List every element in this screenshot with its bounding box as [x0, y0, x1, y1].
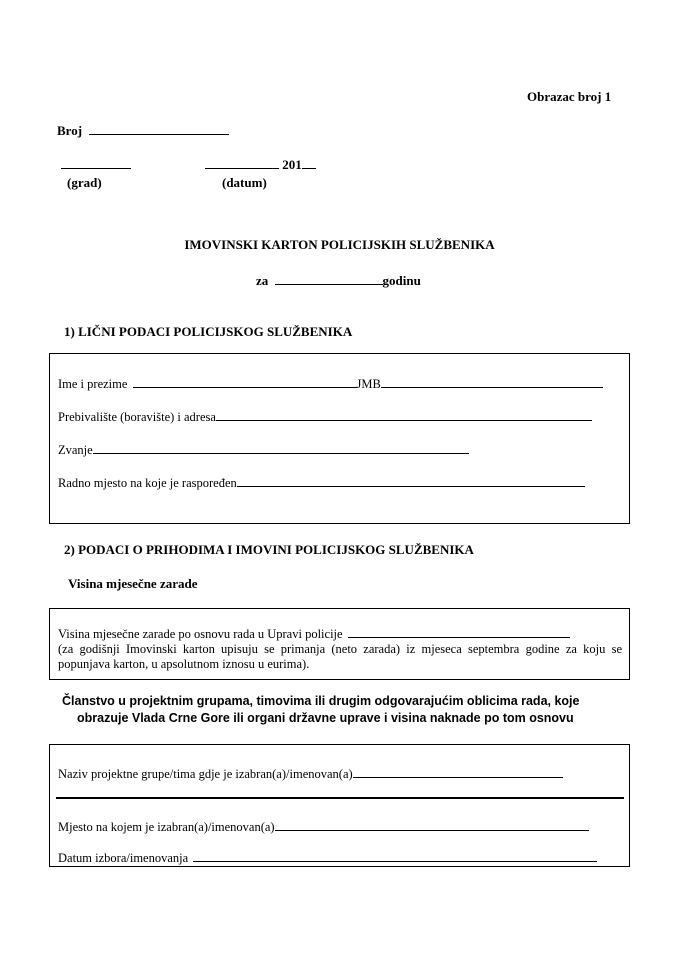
prebivaliste-row [58, 408, 592, 425]
zvanje-label: Zvanje [58, 443, 93, 457]
naziv-row [58, 765, 563, 782]
datum-field[interactable] [205, 156, 279, 169]
za-label: za [256, 273, 269, 288]
section2-subheading: Visina mjesečne zarade [68, 576, 198, 591]
jmb-field[interactable] [381, 375, 603, 388]
radno-mjesto-field[interactable] [237, 474, 585, 487]
personal-data-box [49, 353, 630, 524]
zarada-field[interactable] [348, 625, 570, 638]
income-box [49, 608, 630, 680]
prebivaliste-label: Prebivalište (boravište) i adresa [58, 410, 216, 424]
godinu-label: godinu [382, 273, 421, 288]
broj-field[interactable] [89, 122, 229, 135]
zvanje-field[interactable] [93, 441, 469, 454]
membership-box [49, 744, 630, 867]
section1-heading: 1) LIČNI PODACI POLICIJSKOG SLUŽBENIKA [64, 324, 353, 339]
ime-field[interactable] [133, 375, 357, 388]
radno-mjesto-row [58, 474, 585, 491]
year-prefix: 201 [282, 157, 302, 172]
zarada-note: (za godišnji Imovinski karton upisuju se primanja (neto zarada) iz mjeseca septembra godine za koju se popunjava karton, u apsolutnom iznosu u eurima). [58, 642, 622, 671]
grad-label: (grad) [67, 175, 102, 190]
clanstvo-heading-2: obrazuje Vlada Crne Gore ili organi državne uprave i visina naknade po tom osnovu [77, 711, 574, 725]
mjesto-row [58, 818, 589, 835]
ime-row [58, 375, 603, 392]
datum-izbora-row [58, 849, 597, 866]
naziv-field[interactable] [353, 765, 563, 778]
grad-field[interactable] [61, 168, 131, 169]
broj-row [57, 122, 229, 139]
naziv-label: Naziv projektne grupe/tima gdje je izabran(a)/imenovan(a) [58, 767, 353, 781]
zarada-row [58, 625, 570, 642]
datum-izbora-field[interactable] [193, 849, 597, 862]
radno-mjesto-label: Radno mjesto na koje je raspoređen [58, 476, 237, 490]
section2-heading: 2) PODACI O PRIHODIMA I IMOVINI POLICIJSKOG SLUŽBENIKA [64, 542, 474, 557]
datum-izbora-label: Datum izbora/imenovanja [58, 851, 189, 865]
ime-label: Ime i prezime [58, 377, 128, 391]
year-line [256, 272, 421, 289]
zarada-label: Visina mjesečne zarade po osnovu rada u Upravi policije [58, 627, 343, 641]
year-suffix-field[interactable] [302, 156, 316, 169]
mjesto-label: Mjesto na kojem je izabran(a)/imenovan(a) [58, 820, 275, 834]
broj-label: Broj [57, 123, 83, 138]
jmb-label: JMB [356, 377, 381, 391]
year-field[interactable] [275, 272, 383, 285]
naziv-continuation-line[interactable] [56, 797, 624, 799]
mjesto-field[interactable] [275, 818, 589, 831]
form-number: Obrazac broj 1 [527, 89, 612, 104]
clanstvo-heading-1: Članstvo u projektnim grupama, timovima ili drugim odgovarajućim oblicima rada, koje [62, 694, 580, 708]
date-row [205, 156, 316, 173]
page-title: IMOVINSKI KARTON POLICIJSKIH SLUŽBENIKA [184, 237, 495, 252]
zvanje-row [58, 441, 469, 458]
prebivaliste-field[interactable] [216, 408, 592, 421]
datum-label: (datum) [222, 175, 267, 190]
